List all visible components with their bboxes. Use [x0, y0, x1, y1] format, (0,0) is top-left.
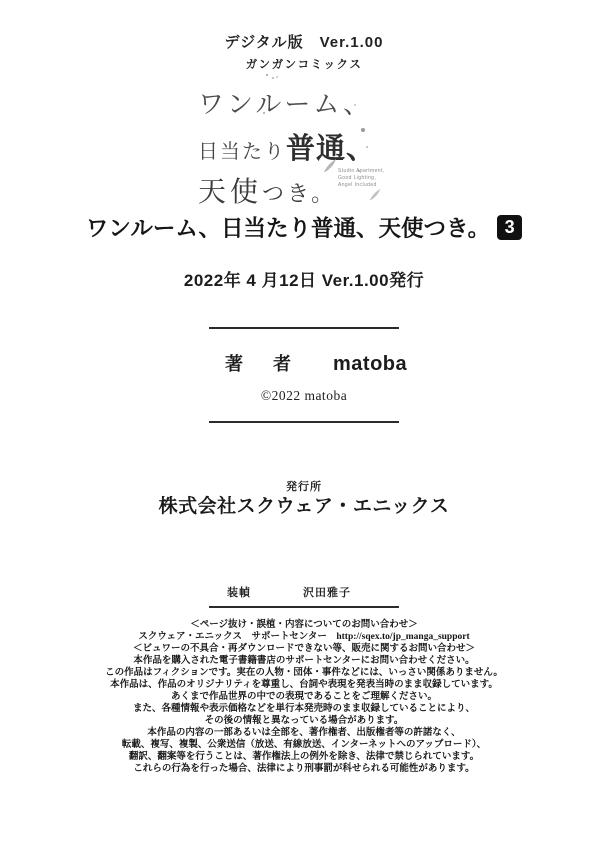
logo-english-subtitle: Studio Apartment, Good Lighting, Angel Included — [338, 168, 385, 188]
fine-print-line: あくまで作品世界の中での表現であることをご理解ください。 — [170, 692, 437, 702]
fine-print-line: 転載、複写、複製、公衆送信（放送、有線放送、インターネットへのアップロード）、 — [121, 740, 487, 750]
divider-line — [209, 327, 399, 329]
feather-icon — [368, 188, 382, 202]
series-logo — [196, 82, 426, 212]
fine-print-line: ＜ビュワーの不具合・再ダウンロードできない等、販売に関するお問い合わせ＞ — [132, 644, 475, 654]
logo-line2-small: 日当たり — [198, 141, 286, 163]
logo-title-line2 — [198, 126, 376, 167]
book-title: ワンルーム、日当たり普通、天使つき。 — [85, 216, 491, 241]
feather-icon — [322, 158, 338, 174]
publication-date: 2022年 4 月12日 Ver.1.00発行 — [183, 271, 425, 290]
author-row — [209, 350, 408, 376]
designer-name: 沢田雅子 — [303, 587, 351, 599]
fine-print-line: ＜ページ抜け・誤植・内容についてのお問い合わせ＞ — [190, 620, 418, 630]
author-label: 著 者 — [225, 354, 297, 374]
logo-title-line1: ワンルーム、 — [198, 90, 373, 119]
fine-print-line: これらの行為を行った場合、法律により刑事罰が科せられる可能性があります。 — [133, 764, 475, 774]
logo-line3-med: つき。 — [262, 181, 337, 206]
publisher-name: 株式会社スクウェア・エニックス — [158, 496, 450, 517]
logo-line2-large: 普通、 — [286, 133, 377, 165]
copyright-notice: ©2022 matoba — [260, 388, 348, 403]
publisher-label: 発行所 — [286, 481, 322, 493]
title-volume-row — [0, 211, 608, 243]
divider-line — [209, 606, 399, 608]
fine-print-block — [0, 619, 608, 775]
fine-print-line-support-url: スクウェア・エニックス サポートセンター http://sqex.to/jp_manga_support — [138, 632, 470, 642]
fine-print-line: 本作品は、作品のオリジナリティを尊重し、台詞や表現を発表当時のまま収録しています。 — [110, 680, 498, 690]
logo-line3-big: 天使 — [198, 177, 263, 208]
imprint-label: ガンガンコミックス — [245, 59, 363, 71]
fine-print-line: この作品はフィクションです。実在の人物・団体・事件などには、いっさい関係ありません。 — [105, 668, 503, 678]
author-name: matoba — [333, 353, 408, 375]
volume-number-badge: 3 — [497, 215, 522, 240]
fine-print-line: 本作品の内容の一部あるいは全部を、著作権者、出版権者等の許諾なく、 — [147, 728, 461, 738]
fine-print-line: その後の情報と異なっている場合があります。 — [204, 716, 404, 726]
ink-speckles-decor — [266, 74, 268, 76]
divider-line — [209, 421, 399, 423]
digital-edition-version: デジタル版 Ver.1.00 — [224, 34, 384, 51]
design-label: 装幀 — [227, 587, 251, 599]
fine-print-line: 翻訳、翻案等を行うことは、著作権法上の例外を除き、法律で禁じられています。 — [128, 752, 480, 762]
fine-print-line: また、各種情報や表示価格などを単行本発売時のまま収録していることにより、 — [132, 704, 475, 714]
fine-print-line: 本作品を購入された電子書籍書店のサポートセンターにお問い合わせください。 — [133, 656, 475, 666]
logo-title-line3 — [198, 170, 336, 210]
